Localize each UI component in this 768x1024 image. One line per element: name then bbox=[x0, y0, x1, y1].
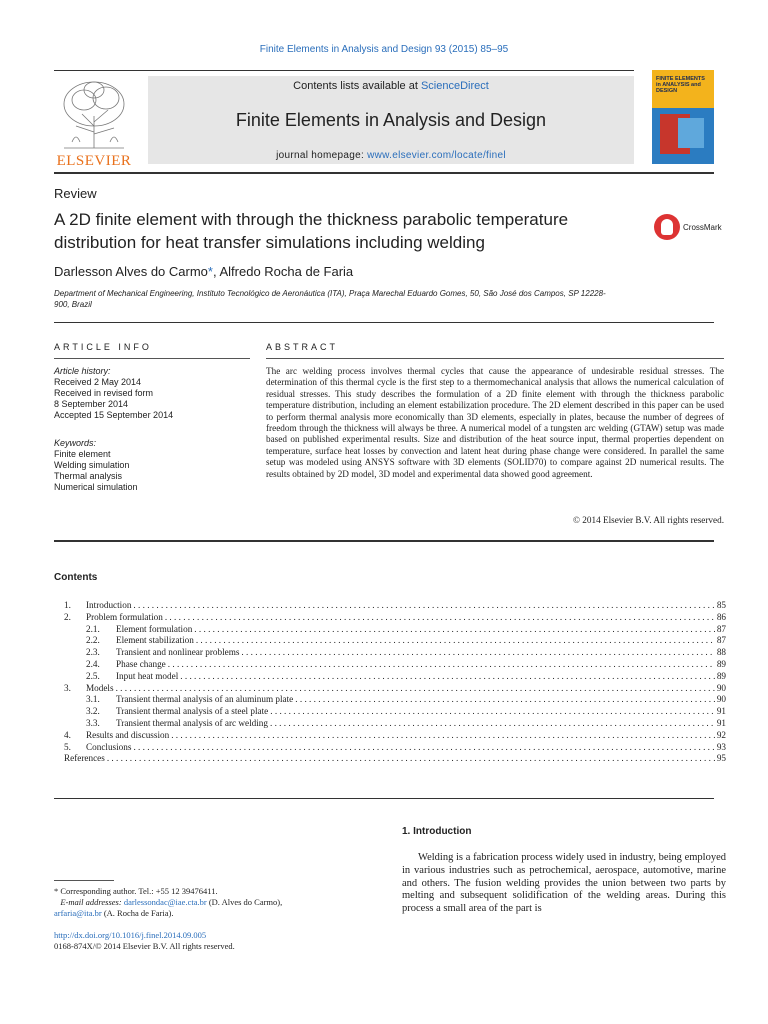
article-info-rule bbox=[54, 358, 250, 359]
toc-label: Transient thermal analysis of a steel plate bbox=[116, 706, 269, 717]
toc-label: Conclusions bbox=[86, 741, 132, 752]
toc-label: Element formulation bbox=[116, 623, 193, 634]
contents-title: Contents bbox=[54, 572, 98, 583]
toc-entry[interactable] bbox=[64, 671, 726, 683]
issn-line: 0168-874X/© 2014 Elsevier B.V. All rights reserved. bbox=[54, 941, 235, 951]
contents-available-line bbox=[148, 80, 634, 92]
article-history bbox=[54, 366, 250, 421]
toc-label: Results and discussion bbox=[86, 729, 170, 740]
cover-title-line-3: DESIGN bbox=[656, 88, 678, 94]
author-list bbox=[54, 264, 353, 279]
toc-entry[interactable] bbox=[64, 706, 726, 718]
toc-number: 2.5. bbox=[86, 670, 100, 681]
toc-label: Problem formulation bbox=[86, 611, 163, 622]
toc-page: 87 bbox=[716, 623, 726, 634]
cover-title-line-1: FINITE ELEMENTS bbox=[656, 76, 705, 82]
toc-page: 87 bbox=[716, 635, 726, 646]
cover-art-block-2 bbox=[678, 118, 704, 148]
toc-leader bbox=[116, 683, 715, 695]
tree-logo-icon bbox=[54, 76, 134, 150]
toc-leader bbox=[165, 612, 715, 624]
keywords-label: Keywords: bbox=[54, 438, 97, 448]
toc-entry[interactable] bbox=[64, 742, 726, 754]
toc-number: 2.4. bbox=[86, 658, 100, 669]
cover-title bbox=[652, 70, 714, 108]
toc-number: 3.2. bbox=[86, 706, 100, 717]
toc-leader bbox=[241, 647, 714, 659]
footnote-rule bbox=[54, 880, 114, 881]
affiliation: Department of Mechanical Engineering, Instituto Tecnológico de Aeronáutica (ITA), Praça Marechal Eduardo Gomes, 50, São José dos Campos, SP 12228-900, Brazil bbox=[54, 289, 606, 309]
toc-label: Transient thermal analysis of arc welding bbox=[116, 717, 268, 728]
toc-label: Models bbox=[86, 682, 114, 693]
toc-page: 89 bbox=[716, 670, 726, 681]
toc-number: 3. bbox=[64, 682, 71, 693]
toc-leader bbox=[270, 706, 715, 718]
table-of-contents bbox=[64, 600, 726, 765]
toc-number: 2. bbox=[64, 611, 71, 622]
email-line-2 bbox=[54, 908, 354, 919]
keyword: Welding simulation bbox=[54, 460, 130, 470]
keyword: Numerical simulation bbox=[54, 482, 138, 492]
header-rule-top bbox=[54, 70, 634, 71]
author-separator: , bbox=[212, 264, 220, 279]
toc-entry[interactable] bbox=[64, 753, 726, 765]
homepage-link[interactable]: www.elsevier.com/locate/finel bbox=[367, 150, 506, 161]
article-info-heading: ARTICLE INFO bbox=[54, 342, 152, 352]
toc-leader bbox=[133, 600, 714, 612]
toc-page: 93 bbox=[716, 741, 726, 752]
homepage-prefix: journal homepage: bbox=[276, 150, 368, 161]
toc-page: 85 bbox=[716, 600, 726, 610]
toc-page: 88 bbox=[716, 647, 726, 658]
toc-entry[interactable] bbox=[64, 659, 726, 671]
corresponding-author-note: * Corresponding author. Tel.: +55 12 39476411. bbox=[54, 886, 218, 896]
email-owner-2: (A. Rocha de Faria). bbox=[101, 908, 174, 918]
crossmark-button[interactable] bbox=[654, 212, 726, 242]
doi-block bbox=[54, 930, 354, 952]
introduction-heading: 1. Introduction bbox=[402, 826, 472, 837]
revised-label: Received in revised form bbox=[54, 388, 154, 398]
header-rule-bottom bbox=[54, 172, 714, 174]
paper-title: A 2D finite element with through the thickness parabolic temperature distribution for heat transfer simulations including welding bbox=[54, 210, 569, 252]
toc-page: 91 bbox=[716, 717, 726, 728]
toc-leader bbox=[171, 730, 715, 742]
toc-page: 91 bbox=[716, 706, 726, 717]
toc-number: 2.2. bbox=[86, 635, 100, 646]
toc-number: 3.1. bbox=[86, 694, 100, 705]
abstract-copyright: © 2014 Elsevier B.V. All rights reserved. bbox=[573, 515, 724, 525]
toc-entry[interactable] bbox=[64, 683, 726, 695]
history-label: Article history: bbox=[54, 366, 111, 376]
toc-entry[interactable] bbox=[64, 647, 726, 659]
toc-page: 95 bbox=[716, 753, 726, 764]
corresponding-author-mark[interactable]: * bbox=[207, 264, 213, 279]
toc-page: 89 bbox=[716, 658, 726, 669]
elsevier-logo bbox=[54, 76, 134, 169]
keyword: Finite element bbox=[54, 449, 111, 459]
toc-number: 3.3. bbox=[86, 717, 100, 728]
toc-number: 2.1. bbox=[86, 623, 100, 634]
toc-label: Introduction bbox=[86, 600, 132, 610]
received-date: Received 2 May 2014 bbox=[54, 377, 142, 387]
toc-label: Input heat model bbox=[116, 670, 179, 681]
toc-entry[interactable] bbox=[64, 612, 726, 624]
journal-cover-image bbox=[652, 70, 714, 164]
publisher-name: ELSEVIER bbox=[56, 153, 132, 169]
toc-number: 1. bbox=[64, 600, 71, 610]
toc-leader bbox=[107, 753, 715, 765]
abstract-text: The arc welding process involves thermal cycles that cause the appearance of undesirable residual stresses. The determination of this thermal cycle is the first step to a thermomechanical analysis that allows the numerical calculation of residual stresses. This study describes the formulation of a 2D finite element with through the thickness parabolic temperature distribution, including an element estabilization procedure. The 2D element described in this paper can be used to perform thermal analysis more economically than 3D elements, especially in plates, because the number of degrees of freedom through the thickness will always be three. A numerical model of a tungsten arc welding (GTAW) setup was made based on published experimental results. Size and distribution of the heat source input, thermal properties dependent on temperature, surface heat losses by convection and latent heat during phase change were considered. In parallel the same setup was modeled using ANSYS software with 3D elements (SOLID70) to compare against 2D numerical results. The results obtained by 2D model, 3D model and experimental data showed good agreement. bbox=[266, 366, 724, 479]
toc-number: 2.3. bbox=[86, 647, 100, 658]
accepted-date: Accepted 15 September 2014 bbox=[54, 410, 174, 420]
toc-leader bbox=[180, 671, 715, 683]
journal-header-band bbox=[148, 76, 634, 164]
toc-label: Transient thermal analysis of an aluminum plate bbox=[116, 694, 294, 705]
abstract-heading: ABSTRACT bbox=[266, 342, 339, 352]
keyword: Thermal analysis bbox=[54, 471, 123, 481]
toc-page: 86 bbox=[716, 611, 726, 622]
toc-entry[interactable] bbox=[64, 624, 726, 636]
toc-entry[interactable] bbox=[64, 600, 726, 612]
footnotes bbox=[54, 886, 354, 919]
toc-page: 92 bbox=[716, 729, 726, 740]
toc-entry[interactable] bbox=[64, 635, 726, 647]
toc-leader bbox=[133, 742, 714, 754]
toc-label: Element stabilization bbox=[116, 635, 194, 646]
toc-label: Phase change bbox=[116, 658, 166, 669]
author-1: Darlesson Alves do Carmo bbox=[54, 264, 208, 279]
toc-page: 90 bbox=[716, 682, 726, 693]
toc-leader bbox=[168, 659, 715, 671]
toc-page: 90 bbox=[716, 694, 726, 705]
journal-title: Finite Elements in Analysis and Design bbox=[235, 110, 547, 130]
toc-leader bbox=[295, 694, 715, 706]
email-link-2[interactable]: arfaria@ita.br bbox=[54, 908, 102, 918]
sciencedirect-link[interactable]: ScienceDirect bbox=[420, 80, 489, 92]
keywords-block bbox=[54, 438, 250, 493]
author-2: Alfredo Rocha de Faria bbox=[219, 264, 354, 279]
toc-entry[interactable] bbox=[64, 730, 726, 742]
toc-leader bbox=[270, 718, 715, 730]
email-link-1[interactable]: darlessondac@iae.cta.br bbox=[123, 897, 207, 907]
introduction-text: Welding is a fabrication process widely used in industry, being employed in various industries such as petrochemical, aerospace, automotive, marine and others. The fusion welding provides the union between two parts by melting and subsequent solidification of the welding areas. During this process a small area of the part is bbox=[402, 852, 726, 915]
toc-leader bbox=[196, 635, 715, 647]
email-owner-1: (D. Alves do Carmo), bbox=[206, 897, 283, 907]
toc-label: References bbox=[64, 753, 105, 764]
contents-prefix: Contents lists available at bbox=[293, 80, 421, 92]
journal-homepage-line bbox=[148, 150, 634, 161]
crossmark-label: CrossMark bbox=[683, 222, 722, 232]
cover-title-line-2: in ANALYSIS and bbox=[656, 82, 701, 88]
article-type: Review bbox=[54, 186, 97, 201]
toc-label: Transient and nonlinear problems bbox=[116, 647, 240, 658]
toc-number: 5. bbox=[64, 741, 71, 752]
revised-date: 8 September 2014 bbox=[54, 399, 129, 409]
toc-entry[interactable] bbox=[64, 694, 726, 706]
abstract-rule bbox=[266, 358, 724, 359]
contents-rule bbox=[54, 540, 714, 542]
doi-link[interactable]: http://dx.doi.org/10.1016/j.finel.2014.09.005 bbox=[54, 930, 207, 940]
toc-entry[interactable] bbox=[64, 718, 726, 730]
body-rule bbox=[54, 798, 714, 799]
crossmark-icon bbox=[654, 214, 680, 240]
journal-citation[interactable]: Finite Elements in Analysis and Design 93 (2015) 85–95 bbox=[259, 44, 509, 55]
info-rule bbox=[54, 322, 714, 323]
email-line bbox=[54, 897, 354, 908]
toc-leader bbox=[194, 624, 715, 636]
email-label: E-mail addresses: bbox=[60, 897, 122, 907]
toc-number: 4. bbox=[64, 729, 71, 740]
